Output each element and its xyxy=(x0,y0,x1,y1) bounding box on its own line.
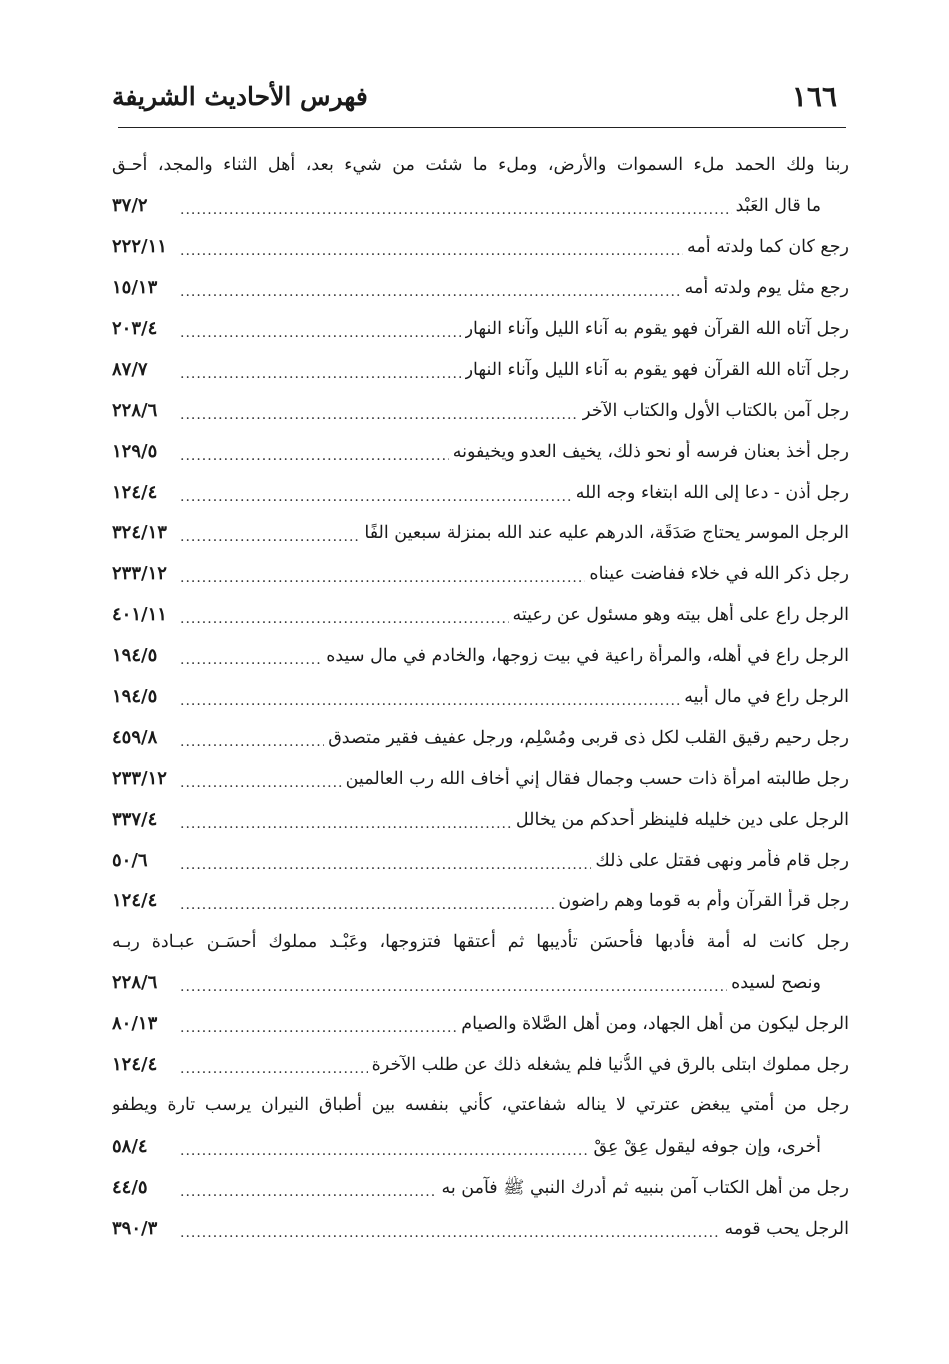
index-entry xyxy=(112,513,849,554)
entry-line xyxy=(112,881,849,922)
dot-leader xyxy=(180,973,727,993)
index-entry xyxy=(112,1004,849,1045)
dot-leader xyxy=(180,564,585,584)
volume-page-reference: ١٩٤/٥ xyxy=(112,645,158,667)
volume-page-reference: ٢٢٢/١١ xyxy=(112,236,167,258)
entry-line xyxy=(112,472,849,513)
dot-leader xyxy=(180,1178,437,1198)
volume-page-reference: ١٥/١٣ xyxy=(112,277,158,299)
entry-line xyxy=(112,227,849,268)
volume-page-reference: ١٢٩/٥ xyxy=(112,440,158,462)
entry-line xyxy=(112,268,849,309)
entry-line xyxy=(112,431,849,472)
entry-text: الرجل راع على أهل بيته وهو مسئول عن رعيته xyxy=(512,605,849,626)
dot-leader xyxy=(180,319,461,339)
entry-line xyxy=(112,1208,849,1249)
volume-page-reference: ٣٩٠/٣ xyxy=(112,1217,158,1239)
volume-page-reference: ٢٣٣/١٢ xyxy=(112,767,167,789)
volume-page-reference: ٢٠٣/٤ xyxy=(112,318,158,339)
entry-text: رجل ذكر الله في خلاء ففاضت عيناه xyxy=(589,564,849,585)
entry-text: ما قال العَبْد xyxy=(735,196,821,217)
volume-page-reference: ٥٠/٦ xyxy=(112,849,148,871)
dot-leader xyxy=(180,891,554,911)
dot-leader xyxy=(180,483,572,503)
entry-text: رجل مملوك ابتلى بالرق في الدُّنيا فلم يشغله ذلك عن طلب الآخرة xyxy=(371,1055,849,1076)
entry-text: رجل رحيم رقيق القلب لكل ذى قربى ومُسْلِم، ورجل عفيف فقير متصدق xyxy=(328,727,849,748)
entry-text: رجل آمن بالكتاب الأول والكتاب الآخر xyxy=(582,400,849,421)
entry-text: رجل آتاه الله القرآن فهو يقوم به آناء الليل وآناء النهار xyxy=(464,359,849,380)
dot-leader xyxy=(180,1137,589,1157)
entry-line xyxy=(112,554,849,595)
entry-line xyxy=(112,799,849,840)
index-entry xyxy=(112,636,849,677)
page-header xyxy=(112,72,837,120)
volume-page-reference: ٨٧/٧ xyxy=(112,358,148,380)
entry-line xyxy=(112,677,849,718)
index-entry xyxy=(112,227,849,268)
entry-line xyxy=(112,1167,849,1208)
dot-leader xyxy=(180,728,324,748)
dot-leader xyxy=(180,687,680,707)
index-entry xyxy=(112,840,849,881)
dot-leader xyxy=(180,1014,457,1034)
index-entry xyxy=(112,881,849,922)
entry-text: رجل من أهل الكتاب آمن بنبيه ثم أدرك النبي ﷺ فآمن به xyxy=(441,1177,849,1198)
entry-text: ونصح لسيده xyxy=(731,973,821,994)
entry-text: الرجل على دين خليله فلينظر أحدكم من يخالل xyxy=(515,809,849,830)
header-divider xyxy=(118,127,846,128)
volume-page-reference: ١٢٤/٤ xyxy=(112,890,158,912)
index-entry xyxy=(112,1208,849,1249)
volume-page-reference: ٤٤/٥ xyxy=(112,1176,148,1198)
dot-leader xyxy=(180,769,342,789)
index-entry xyxy=(112,677,849,718)
entry-text: أخرى، وإن جوفه ليقول عِقْ عِقْ xyxy=(593,1136,821,1157)
entry-text: الرجل ليكون من أهل الجهاد، ومن أهل الصَّلاة والصيام xyxy=(461,1014,849,1035)
index-entry xyxy=(112,1085,849,1167)
entry-line xyxy=(112,1004,849,1045)
entry-line xyxy=(112,636,849,677)
volume-page-reference: ١٢٤/٤ xyxy=(112,481,158,503)
volume-page-reference: ٣٣٧/٤ xyxy=(112,808,158,830)
volume-page-reference: ٢٣٣/١٢ xyxy=(112,563,167,585)
entry-text: الرجل راع في أهله، والمرأة راعية في بيت زوجها، والخادم في مال سيده xyxy=(326,646,849,667)
page-title: فهرس الأحاديث الشريفة xyxy=(112,81,368,111)
dot-leader xyxy=(180,1219,720,1239)
dot-leader xyxy=(180,605,509,625)
entry-text: رجع كان كما ولدته أمه xyxy=(687,237,849,258)
dot-leader xyxy=(180,810,512,830)
index-entry xyxy=(112,595,849,636)
index-entry xyxy=(112,268,849,309)
entry-text: الرجل راع في مال أبيه xyxy=(684,687,849,708)
dot-leader xyxy=(180,851,591,871)
dot-leader xyxy=(180,237,683,257)
entry-text: رجل كانت له أمة فأدبها فأحسَن تأديبها ثم أعتقها فتزوجها، وعَبْـد مملوك أحسَـن عبـادة ربـه xyxy=(112,931,849,952)
index-entry xyxy=(112,390,849,431)
entry-text: رجل أخذ بعنان فرسه أو نحو ذلك، يخيف العدو ويخيفونه xyxy=(452,441,849,462)
page-number: ١٦٦ xyxy=(791,79,837,113)
hadith-index-list xyxy=(112,145,849,1249)
entry-text: رجل آتاه الله القرآن فهو يقوم به آناء الليل وآناء النهار xyxy=(464,319,849,339)
entry-text: رجل قرأ القرآن وأم به قوما وهم راضون xyxy=(558,891,849,912)
entry-text: رجل قام فأمر ونهى فقتل على ذلك xyxy=(595,850,849,871)
index-entry xyxy=(112,717,849,758)
entry-line xyxy=(112,717,849,758)
entry-line xyxy=(112,595,849,636)
dot-leader xyxy=(180,401,578,421)
index-entry xyxy=(112,799,849,840)
entry-text: رجل طالبته امرأة ذات حسب وجمال فقال إني أخاف الله رب العالمين xyxy=(345,768,849,789)
volume-page-reference: ٨٠/١٣ xyxy=(112,1013,158,1035)
dot-leader xyxy=(180,278,681,298)
entry-text: ربنا ولك الحمد ملء السموات والأرض، وملء ما شئت من شيء بعد، أهل الثناء والمجد، أحـق xyxy=(112,155,849,175)
index-entry xyxy=(112,349,849,390)
volume-page-reference: ٥٨/٤ xyxy=(112,1135,148,1157)
entry-line xyxy=(112,1045,849,1086)
index-entry xyxy=(112,1045,849,1086)
entry-line xyxy=(112,963,849,1004)
dot-leader xyxy=(180,360,461,380)
entry-line xyxy=(112,758,849,799)
volume-page-reference: ٣٢٤/١٣ xyxy=(112,522,167,544)
entry-line xyxy=(112,840,849,881)
index-entry xyxy=(112,472,849,513)
entry-text: رجل أذن - دعا إلى الله ابتغاء وجه الله xyxy=(575,482,849,503)
index-entry xyxy=(112,431,849,472)
volume-page-reference: ١٩٤/٥ xyxy=(112,686,158,708)
index-entry xyxy=(112,309,849,350)
index-entry xyxy=(112,1167,849,1208)
entry-text: الرجل يحب قومه xyxy=(724,1218,849,1239)
entry-text: رجل من أمتي يبغض عترتي لا يناله شفاعتي، كأني بنفسه بين أطباق النيران يرسب تارة ويطفو xyxy=(112,1095,849,1116)
entry-line xyxy=(112,513,849,554)
volume-page-reference: ١٢٤/٤ xyxy=(112,1054,158,1076)
index-entry xyxy=(112,145,849,227)
dot-leader xyxy=(180,1055,368,1075)
index-entry xyxy=(112,922,849,1004)
index-entry xyxy=(112,554,849,595)
entry-line xyxy=(112,1126,849,1167)
entry-text: رجع مثل يوم ولدته أمه xyxy=(684,278,849,299)
entry-line xyxy=(112,309,849,350)
volume-page-reference: ٤٥٩/٨ xyxy=(112,726,158,748)
volume-page-reference: ٣٧/٢ xyxy=(112,195,148,217)
dot-leader xyxy=(180,523,360,543)
entry-line xyxy=(112,390,849,431)
volume-page-reference: ٤٠١/١١ xyxy=(112,604,167,626)
dot-leader xyxy=(180,196,732,216)
volume-page-reference: ٢٢٨/٦ xyxy=(112,972,158,994)
entry-text: الرجل الموسر يحتاج صَدَقَة، الدرهم عليه عند الله بمنزلة سبعين الفًا xyxy=(364,523,849,544)
index-entry xyxy=(112,758,849,799)
entry-line xyxy=(112,349,849,390)
entry-line xyxy=(112,186,849,227)
dot-leader xyxy=(180,646,322,666)
volume-page-reference: ٢٢٨/٦ xyxy=(112,399,158,421)
dot-leader xyxy=(180,442,449,462)
